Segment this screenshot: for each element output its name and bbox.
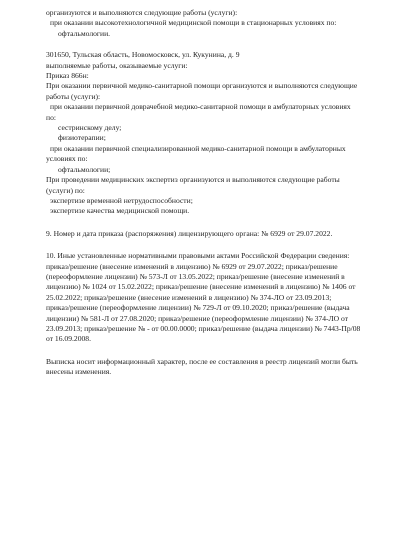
nursing-item: сестринскому делу; [58, 123, 122, 133]
temporary-disability-item: экспертизе временной нетрудоспособности; [50, 195, 193, 205]
other-info-line: от 16.09.2008. [46, 334, 91, 344]
specialized-care-line-1: при оказании первичной специализированной медико-санитарной помощи в амбулаторных [50, 143, 346, 153]
primary-care-line-2: работы (услуги): [46, 91, 101, 101]
pre-doctor-care-line-1: при оказании первичной доврачебной медико-санитарной помощи в амбулаторных условиях [50, 102, 351, 112]
works-title: выполняемые работы, оказываемые услуги: [46, 60, 188, 70]
other-info-line: 10. Иные установленные нормативными правовыми актами Российской Федерации сведения: [46, 251, 350, 261]
spacer [46, 345, 386, 357]
expertise-line-2: (услуги) по: [46, 185, 85, 195]
ophthalmology-item-2: офтальмологии; [58, 164, 111, 174]
pre-doctor-care-line-2: по: [46, 112, 56, 122]
physiotherapy-item: физиотерапии; [58, 133, 106, 143]
expertise-line-1: При проведении медицинских экспертиз организуются и выполняются следующие работы [46, 175, 340, 185]
other-info-line: приказ/решение (внесение изменений в лицензию) № 6929 от 29.07.2022; приказ/решение [46, 261, 338, 271]
license-extract-body [46, 8, 386, 378]
ophthalmology-item: офтальмологии. [58, 28, 111, 38]
other-info-line: лицензию) № 1024 от 15.02.2022; приказ/решение (внесение изменений в лицензию) № 1406 от [46, 282, 356, 292]
address-line: 301650, Тульская область, Новомосковск, ул. Кукунина, д. 9 [46, 50, 240, 60]
disclaimer-line-1: Выписка носит информационный характер, после ее составления в реестр лицензий могли быть [46, 356, 358, 366]
spacer [46, 39, 386, 50]
disclaimer-line-2: внесены изменения. [46, 367, 112, 377]
specialized-care-line-2: условиях по: [46, 154, 88, 164]
spacer [46, 239, 386, 251]
order-title: Приказ 866н: [46, 71, 89, 81]
works-intro: организуются и выполняются следующие работы (услуги): [46, 8, 238, 17]
primary-care-line-1: При оказании первичной медико-санитарной помощи организуются и выполняются следующие [46, 81, 358, 91]
order-number-date: 9. Номер и дата приказа (распоряжения) лицензирующего органа: № 6929 от 29.07.2022. [46, 228, 333, 238]
other-info-line: приказ/решение (переоформление лицензии) № 729-Л от 09.10.2020; приказ/решение (выдача [46, 303, 350, 313]
other-info-line: (переоформление лицензии) № 573-Л от 13.05.2022; приказ/решение (внесение изменений в [46, 271, 345, 281]
other-info-line: 25.02.2022; приказ/решение (внесение изменений в лицензию) № 374-ЛО от 23.09.2013; [46, 292, 332, 302]
spacer [46, 217, 386, 229]
care-quality-item: экспертизе качества медицинской помощи. [50, 206, 190, 216]
other-info-line: лицензии) № 581-Л от 27.08.2020; приказ/решение (переоформление лицензии) № 374-ЛО от [46, 313, 349, 323]
other-info-line: 23.09.2013; приказ/решение № - от 00.00.0000; приказ/решение (выдача лицензии) № 7443-Пр/08 [46, 323, 361, 333]
high-tech-care-line: при оказании высокотехнологичной медицинской помощи в стационарных условиях по: [50, 18, 337, 28]
